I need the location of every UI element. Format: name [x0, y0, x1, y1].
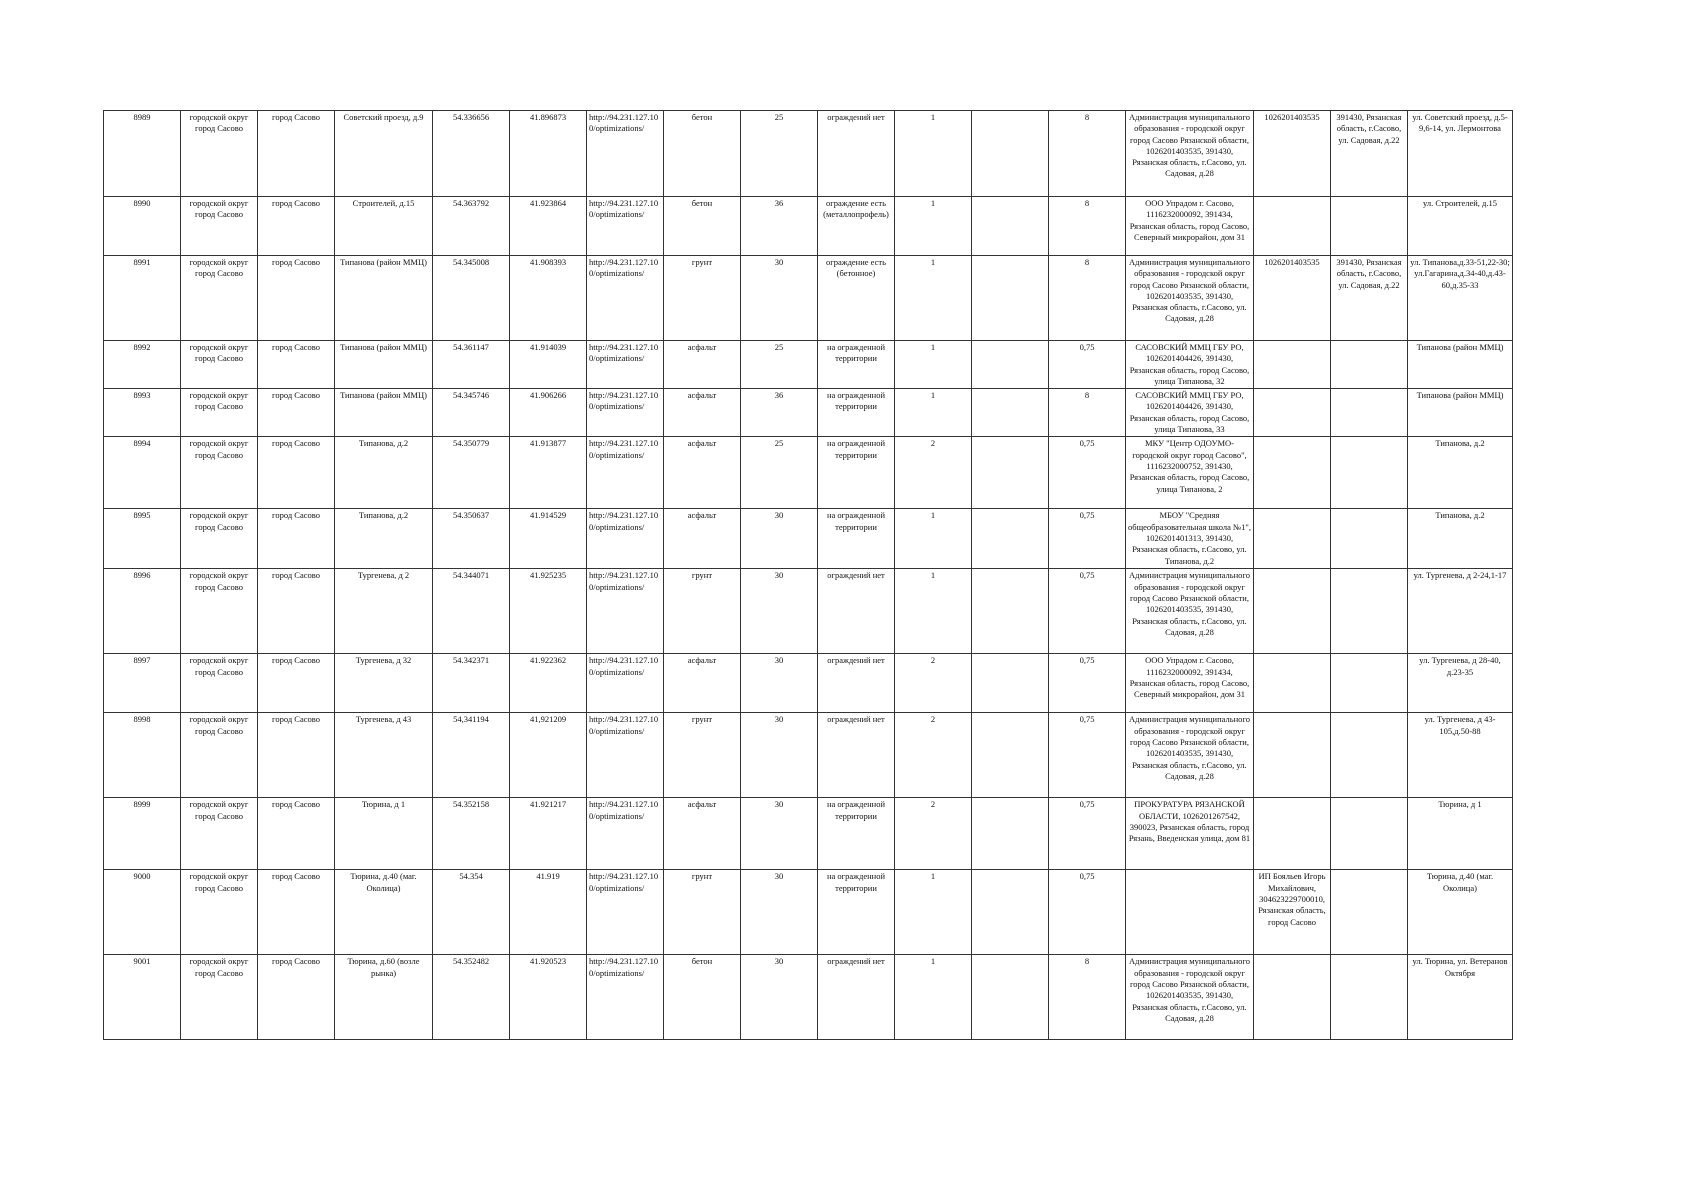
cell-district: городской округ город Сасово — [181, 389, 258, 437]
cell-containers: 2 — [895, 798, 972, 870]
cell-owner: САСОВСКИЙ ММЦ ГБУ РО, 1026201404426, 391430, Рязанская область, город Сасово, улица Типанова, 32 — [1126, 341, 1254, 389]
cell-owner: Администрация муниципального образования - городской округ город Сасово Рязанской области, 1026201403535, 391430, Рязанская область, г.Сасово, ул. Садовая, д.28 — [1126, 111, 1254, 197]
cell-area: 30 — [741, 654, 818, 713]
cell-longitude: 41.922362 — [510, 654, 587, 713]
cell-surface: грунт — [664, 569, 741, 654]
cell-owner: МКУ "Центр ОДОУМО-городской округ город Сасово", 1116232000752, 391430, Рязанская область, город Сасово, улица Типанова, 2 — [1126, 437, 1254, 509]
cell-address: Строителей, д.15 — [335, 197, 433, 256]
cell-longitude: 41.923864 — [510, 197, 587, 256]
cell-district: городской округ город Сасово — [181, 341, 258, 389]
cell-owner-address — [1331, 569, 1408, 654]
cell-settlement: город Сасово — [258, 713, 335, 798]
table-row — [104, 569, 1513, 654]
cell-sources: Типанова, д.2 — [1408, 509, 1513, 569]
cell-settlement: город Сасово — [258, 256, 335, 341]
cell-address: Тургенева, д 32 — [335, 654, 433, 713]
cell-longitude: 41.896873 — [510, 111, 587, 197]
cell-url: http://94.231.127.10 0/optimizations/ — [587, 798, 664, 870]
cell-settlement: город Сасово — [258, 111, 335, 197]
cell-address: Тюрина, д.60 (возле рынка) — [335, 955, 433, 1040]
cell-owner-address — [1331, 654, 1408, 713]
cell-owner: Администрация муниципального образования - городской округ город Сасово Рязанской области, 1026201403535, 391430, Рязанская область, г.Сасово, ул. Садовая, д.28 — [1126, 955, 1254, 1040]
cell-longitude: 41.919 — [510, 870, 587, 955]
cell-number: 8997 — [104, 654, 181, 713]
cell-url: http://94.231.127.10 0/optimizations/ — [587, 341, 664, 389]
cell-url: http://94.231.127.10 0/optimizations/ — [587, 197, 664, 256]
cell-ogrn — [1254, 341, 1331, 389]
cell-latitude: 54.350779 — [433, 437, 510, 509]
cell-url: http://94.231.127.10 0/optimizations/ — [587, 870, 664, 955]
cell-fence: на огражденной территории — [818, 341, 895, 389]
cell-containers: 1 — [895, 955, 972, 1040]
cell-address: Типанова (район ММЦ) — [335, 256, 433, 341]
cell-owner-address — [1331, 798, 1408, 870]
cell-empty — [972, 389, 1049, 437]
cell-area: 25 — [741, 111, 818, 197]
cell-area: 30 — [741, 256, 818, 341]
cell-address: Тургенева, д 2 — [335, 569, 433, 654]
table-row — [104, 389, 1513, 437]
cell-sources: ул. Строителей, д.15 — [1408, 197, 1513, 256]
cell-surface: грунт — [664, 713, 741, 798]
table-row — [104, 713, 1513, 798]
cell-district: городской округ город Сасово — [181, 654, 258, 713]
cell-latitude: 54.342371 — [433, 654, 510, 713]
cell-volume: 8 — [1049, 197, 1126, 256]
cell-settlement: город Сасово — [258, 509, 335, 569]
cell-number: 8989 — [104, 111, 181, 197]
table-row — [104, 256, 1513, 341]
cell-district: городской округ город Сасово — [181, 256, 258, 341]
cell-settlement: город Сасово — [258, 798, 335, 870]
cell-ogrn — [1254, 389, 1331, 437]
cell-fence: ограждений нет — [818, 713, 895, 798]
cell-sources: ул. Тюрина, ул. Ветеранов Октября — [1408, 955, 1513, 1040]
table-row — [104, 654, 1513, 713]
cell-surface: асфальт — [664, 654, 741, 713]
cell-ogrn — [1254, 437, 1331, 509]
cell-fence: ограждений нет — [818, 111, 895, 197]
cell-owner: Администрация муниципального образования - городской округ город Сасово Рязанской области, 1026201403535, 391430, Рязанская область, г.Сасово, ул. Садовая, д.28 — [1126, 256, 1254, 341]
cell-longitude: 41.914529 — [510, 509, 587, 569]
cell-latitude: 54.354 — [433, 870, 510, 955]
cell-district: городской округ город Сасово — [181, 569, 258, 654]
cell-address: Тургенева, д 43 — [335, 713, 433, 798]
cell-volume: 0,75 — [1049, 654, 1126, 713]
cell-address: Тюрина, д 1 — [335, 798, 433, 870]
cell-containers: 1 — [895, 341, 972, 389]
cell-longitude: 41.920523 — [510, 955, 587, 1040]
cell-number: 9000 — [104, 870, 181, 955]
cell-owner — [1126, 870, 1254, 955]
cell-empty — [972, 197, 1049, 256]
cell-district: городской округ город Сасово — [181, 870, 258, 955]
cell-fence: на огражденной территории — [818, 389, 895, 437]
table-body — [104, 111, 1513, 1040]
table-row — [104, 111, 1513, 197]
cell-settlement: город Сасово — [258, 197, 335, 256]
cell-address: Типанова (район ММЦ) — [335, 389, 433, 437]
cell-area: 30 — [741, 569, 818, 654]
cell-district: городской округ город Сасово — [181, 798, 258, 870]
cell-volume: 0,75 — [1049, 798, 1126, 870]
cell-ogrn — [1254, 569, 1331, 654]
cell-containers: 1 — [895, 197, 972, 256]
cell-volume: 0,75 — [1049, 437, 1126, 509]
table-row — [104, 197, 1513, 256]
cell-area: 36 — [741, 197, 818, 256]
cell-volume: 0,75 — [1049, 341, 1126, 389]
cell-empty — [972, 955, 1049, 1040]
cell-longitude: 41.913877 — [510, 437, 587, 509]
cell-sources: Типанова (район ММЦ) — [1408, 389, 1513, 437]
table-row — [104, 341, 1513, 389]
cell-surface: асфальт — [664, 389, 741, 437]
cell-latitude: 54.344071 — [433, 569, 510, 654]
table-row — [104, 870, 1513, 955]
cell-empty — [972, 111, 1049, 197]
cell-sources: ул. Советский проезд, д.5-9,6-14, ул. Лермонтова — [1408, 111, 1513, 197]
cell-latitude: 54.336656 — [433, 111, 510, 197]
cell-sources: ул. Типанова,д.33-51,22-30; ул.Гагарина,д.34-40,д.43-60,д.35-33 — [1408, 256, 1513, 341]
cell-url: http://94.231.127.10 0/optimizations/ — [587, 437, 664, 509]
cell-fence: ограждений нет — [818, 654, 895, 713]
cell-containers: 2 — [895, 437, 972, 509]
cell-empty — [972, 713, 1049, 798]
cell-ogrn — [1254, 654, 1331, 713]
cell-containers: 1 — [895, 509, 972, 569]
cell-sources: ул. Тургенева, д 28-40, д.23-35 — [1408, 654, 1513, 713]
cell-owner: Администрация муниципального образования - городской округ город Сасово Рязанской области, 1026201403535, 391430, Рязанская область, г.Сасово, ул. Садовая, д.28 — [1126, 713, 1254, 798]
cell-owner-address — [1331, 870, 1408, 955]
cell-volume: 8 — [1049, 955, 1126, 1040]
cell-address: Типанова, д.2 — [335, 509, 433, 569]
cell-owner-address: 391430, Рязанская область, г.Сасово, ул. Садовая, д.22 — [1331, 111, 1408, 197]
cell-area: 30 — [741, 713, 818, 798]
cell-area: 30 — [741, 798, 818, 870]
cell-number: 8995 — [104, 509, 181, 569]
table-row — [104, 437, 1513, 509]
cell-district: городской округ город Сасово — [181, 197, 258, 256]
cell-owner: ПРОКУРАТУРА РЯЗАНСКОЙ ОБЛАСТИ, 1026201267542, 390023, Рязанская область, город Рязань, Введенская улица, дом 81 — [1126, 798, 1254, 870]
cell-url: http://94.231.127.10 0/optimizations/ — [587, 111, 664, 197]
cell-fence: на огражденной территории — [818, 870, 895, 955]
cell-number: 8991 — [104, 256, 181, 341]
cell-longitude: 41.908393 — [510, 256, 587, 341]
cell-surface: асфальт — [664, 509, 741, 569]
cell-empty — [972, 870, 1049, 955]
cell-owner-address — [1331, 509, 1408, 569]
cell-url: http://94.231.127.10 0/optimizations/ — [587, 256, 664, 341]
cell-ogrn — [1254, 798, 1331, 870]
cell-latitude: 54.345746 — [433, 389, 510, 437]
cell-sources: ул. Тургенева, д 2-24,1-17 — [1408, 569, 1513, 654]
cell-volume: 8 — [1049, 389, 1126, 437]
cell-url: http://94.231.127.10 0/optimizations/ — [587, 713, 664, 798]
table-row — [104, 955, 1513, 1040]
cell-fence: ограждение есть (металлопрофель) — [818, 197, 895, 256]
cell-ogrn: ИП Бояльев Игорь Михайлович, 304623229700010, Рязанская область, город Сасово — [1254, 870, 1331, 955]
cell-settlement: город Сасово — [258, 654, 335, 713]
registry-table — [103, 110, 1513, 1040]
cell-latitude: 54.352158 — [433, 798, 510, 870]
cell-district: городской округ город Сасово — [181, 955, 258, 1040]
cell-latitude: 54.361147 — [433, 341, 510, 389]
cell-address: Советский проезд, д.9 — [335, 111, 433, 197]
cell-latitude: 54.350637 — [433, 509, 510, 569]
table-row — [104, 509, 1513, 569]
cell-containers: 2 — [895, 654, 972, 713]
cell-area: 25 — [741, 341, 818, 389]
cell-url: http://94.231.127.10 0/optimizations/ — [587, 389, 664, 437]
cell-number: 8992 — [104, 341, 181, 389]
cell-address: Типанова (район ММЦ) — [335, 341, 433, 389]
cell-district: городской округ город Сасово — [181, 509, 258, 569]
cell-owner: ООО Упрадом г. Сасово, 1116232000092, 391434, Рязанская область, город Сасово, Северный микрорайон, дом 31 — [1126, 654, 1254, 713]
cell-fence: на огражденной территории — [818, 798, 895, 870]
cell-owner: МБОУ "Средняя общеобразовательная школа №1", 1026201401313, 391430, Рязанская область, г.Сасово, ул. Типанова, д.2 — [1126, 509, 1254, 569]
cell-latitude: 54.363792 — [433, 197, 510, 256]
cell-owner-address — [1331, 389, 1408, 437]
cell-longitude: 41.925235 — [510, 569, 587, 654]
cell-district: городской округ город Сасово — [181, 437, 258, 509]
cell-volume: 0,75 — [1049, 713, 1126, 798]
cell-settlement: город Сасово — [258, 569, 335, 654]
cell-settlement: город Сасово — [258, 341, 335, 389]
cell-address: Типанова, д.2 — [335, 437, 433, 509]
cell-owner: САСОВСКИЙ ММЦ ГБУ РО, 1026201404426, 391430, Рязанская область, город Сасово, улица Типанова, 33 — [1126, 389, 1254, 437]
cell-volume: 0,75 — [1049, 569, 1126, 654]
cell-url: http://94.231.127.10 0/optimizations/ — [587, 654, 664, 713]
cell-latitude: 54.352482 — [433, 955, 510, 1040]
cell-sources: Типанова, д.2 — [1408, 437, 1513, 509]
cell-owner-address — [1331, 341, 1408, 389]
cell-empty — [972, 798, 1049, 870]
cell-area: 30 — [741, 955, 818, 1040]
cell-surface: бетон — [664, 197, 741, 256]
cell-owner-address — [1331, 437, 1408, 509]
cell-number: 8990 — [104, 197, 181, 256]
cell-fence: на огражденной территории — [818, 437, 895, 509]
cell-fence: ограждений нет — [818, 955, 895, 1040]
cell-empty — [972, 654, 1049, 713]
cell-sources: Тюрина, д.40 (маг. Околица) — [1408, 870, 1513, 955]
cell-containers: 1 — [895, 870, 972, 955]
cell-volume: 8 — [1049, 256, 1126, 341]
cell-number: 9001 — [104, 955, 181, 1040]
cell-latitude: 54,341194 — [433, 713, 510, 798]
cell-ogrn — [1254, 197, 1331, 256]
cell-address: Тюрина, д.40 (маг. Околица) — [335, 870, 433, 955]
cell-fence: ограждение есть (бетонное) — [818, 256, 895, 341]
cell-owner: ООО Упрадом г. Сасово, 1116232000092, 391434, Рязанская область, город Сасово, Северный микрорайон, дом 31 — [1126, 197, 1254, 256]
cell-owner-address: 391430, Рязанская область, г.Сасово, ул. Садовая, д.22 — [1331, 256, 1408, 341]
cell-area: 36 — [741, 389, 818, 437]
cell-surface: грунт — [664, 256, 741, 341]
cell-surface: бетон — [664, 111, 741, 197]
cell-sources: Типанова (район ММЦ) — [1408, 341, 1513, 389]
cell-owner-address — [1331, 713, 1408, 798]
cell-ogrn: 1026201403535 — [1254, 256, 1331, 341]
cell-ogrn — [1254, 955, 1331, 1040]
cell-owner-address — [1331, 197, 1408, 256]
cell-longitude: 41.914039 — [510, 341, 587, 389]
cell-empty — [972, 256, 1049, 341]
cell-longitude: 41,921209 — [510, 713, 587, 798]
cell-containers: 1 — [895, 389, 972, 437]
cell-surface: асфальт — [664, 341, 741, 389]
cell-area: 25 — [741, 437, 818, 509]
cell-containers: 2 — [895, 713, 972, 798]
cell-latitude: 54.345008 — [433, 256, 510, 341]
cell-volume: 8 — [1049, 111, 1126, 197]
table-row — [104, 798, 1513, 870]
cell-area: 30 — [741, 509, 818, 569]
cell-fence: на огражденной территории — [818, 509, 895, 569]
cell-empty — [972, 569, 1049, 654]
cell-surface: асфальт — [664, 798, 741, 870]
cell-owner-address — [1331, 955, 1408, 1040]
cell-number: 8998 — [104, 713, 181, 798]
cell-volume: 0,75 — [1049, 509, 1126, 569]
cell-district: городской округ город Сасово — [181, 713, 258, 798]
cell-district: городской округ город Сасово — [181, 111, 258, 197]
cell-sources: Тюрина, д 1 — [1408, 798, 1513, 870]
cell-empty — [972, 509, 1049, 569]
cell-sources: ул. Тургенева, д 43-105,д.50-88 — [1408, 713, 1513, 798]
cell-settlement: город Сасово — [258, 955, 335, 1040]
cell-ogrn — [1254, 509, 1331, 569]
cell-url: http://94.231.127.10 0/optimizations/ — [587, 955, 664, 1040]
cell-surface: бетон — [664, 955, 741, 1040]
cell-containers: 1 — [895, 569, 972, 654]
cell-longitude: 41.921217 — [510, 798, 587, 870]
cell-ogrn: 1026201403535 — [1254, 111, 1331, 197]
cell-url: http://94.231.127.10 0/optimizations/ — [587, 509, 664, 569]
cell-empty — [972, 341, 1049, 389]
cell-containers: 1 — [895, 256, 972, 341]
cell-volume: 0,75 — [1049, 870, 1126, 955]
cell-area: 30 — [741, 870, 818, 955]
cell-fence: ограждений нет — [818, 569, 895, 654]
cell-surface: асфальт — [664, 437, 741, 509]
cell-number: 8994 — [104, 437, 181, 509]
cell-url: http://94.231.127.10 0/optimizations/ — [587, 569, 664, 654]
cell-containers: 1 — [895, 111, 972, 197]
cell-owner: Администрация муниципального образования - городской округ город Сасово Рязанской области, 1026201403535, 391430, Рязанская область, г.Сасово, ул. Садовая, д.28 — [1126, 569, 1254, 654]
cell-number: 8993 — [104, 389, 181, 437]
cell-number: 8996 — [104, 569, 181, 654]
cell-settlement: город Сасово — [258, 389, 335, 437]
cell-number: 8999 — [104, 798, 181, 870]
cell-settlement: город Сасово — [258, 870, 335, 955]
cell-empty — [972, 437, 1049, 509]
cell-ogrn — [1254, 713, 1331, 798]
cell-longitude: 41.906266 — [510, 389, 587, 437]
cell-surface: грунт — [664, 870, 741, 955]
cell-settlement: город Сасово — [258, 437, 335, 509]
